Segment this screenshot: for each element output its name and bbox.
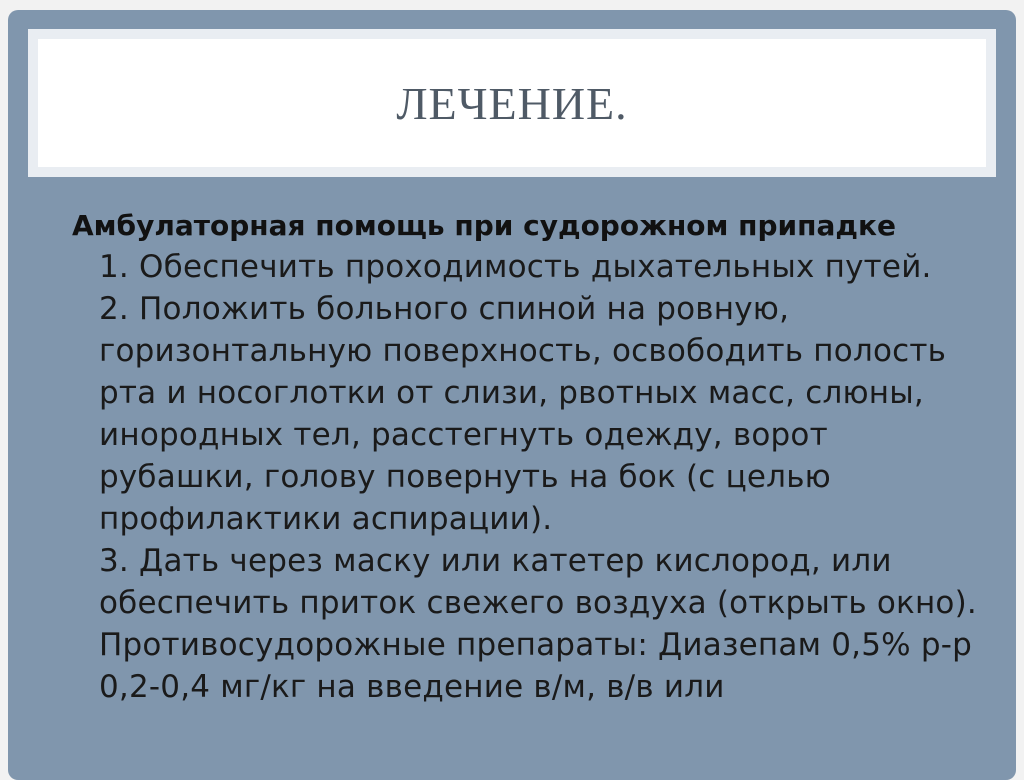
content-heading: Амбулаторная помощь при судорожном припадке [72, 209, 897, 242]
title-box [28, 29, 996, 177]
list-item: Противосудорожные препараты: Диазепам 0,5% р-р 0,2-0,4 мг/кг на введение в/м, в/в или [99, 627, 972, 705]
list-item: 1. Обеспечить проходимость дыхательных путей. [99, 249, 932, 285]
slide-title: ЛЕЧЕНИЕ. [396, 77, 628, 129]
content-body [72, 246, 992, 708]
list-item: 2. Положить больного спиной на ровную, горизонтальную поверхность, освободить полость рта и носоглотки от слизи, рвотных масс, слюны, инородных тел, расстегнуть одежду, ворот рубашки, голову повернуть на бок (с целью профилактики аспирации). [99, 291, 947, 537]
slide [8, 10, 1016, 780]
slide-content [72, 206, 992, 708]
list-item: 3. Дать через маску или катетер кислород, или обеспечить приток свежего воздуха (открыть окно). [99, 543, 977, 621]
